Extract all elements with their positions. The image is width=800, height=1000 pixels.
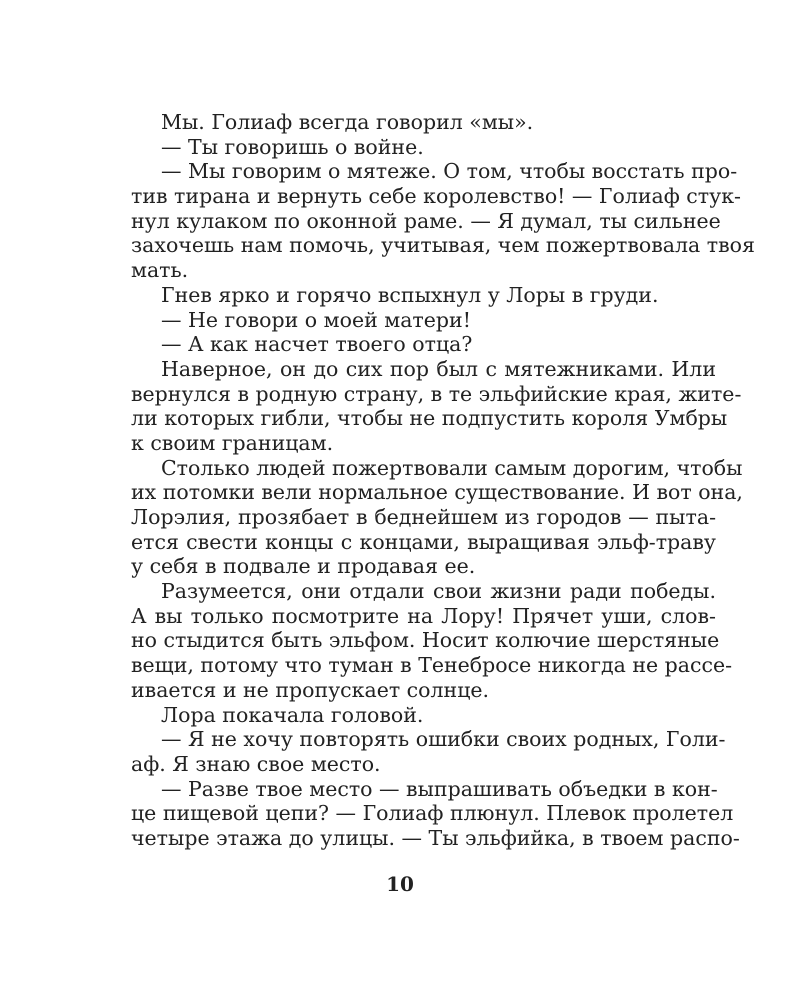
- text-line: у себя в подвале и продавая ее.: [131, 554, 476, 579]
- text-line: Столько людей пожертвовали самым дорогим, чтобы: [161, 455, 743, 480]
- text-line: Лора покачала головой.: [161, 702, 424, 727]
- text-line: це пищевой цепи? — Голиаф плюнул. Плевок пролетел: [131, 801, 734, 826]
- text-line: четыре этажа до улицы. — Ты эльфийка, в твоем распо-: [131, 825, 740, 850]
- text-line: ивается и не пропускает солнце.: [131, 677, 490, 702]
- page-number: 10: [386, 872, 414, 896]
- text-line: — Мы говорим о мятеже. О том, чтобы восстать про-: [161, 159, 738, 184]
- text-line: Гнев ярко и горячо вспыхнул у Лоры в груди.: [161, 282, 659, 307]
- text-line: к своим границам.: [131, 430, 334, 455]
- text-line: Мы. Голиаф всегда говорил «мы».: [161, 110, 534, 134]
- text-line: вернулся в родную страну, в те эльфийские края, жите-: [131, 381, 742, 406]
- text-line: — Не говори о моей матери!: [161, 307, 471, 332]
- text-line: — Я не хочу повторять ошибки своих родных, Голи-: [161, 727, 726, 752]
- text-line: А вы только посмотрите на Лору! Прячет уши, слов-: [131, 603, 716, 628]
- text-line: вещи, потому что туман в Тенебросе никогда не рассе-: [131, 653, 732, 678]
- body-text: [131, 110, 755, 851]
- text-line: Разумеется, они отдали свои жизни ради победы.: [161, 579, 716, 604]
- text-line: — Ты говоришь о войне.: [161, 134, 424, 159]
- text-line: их потомки вели нормальное существование. И вот она,: [131, 480, 743, 505]
- text-line: нул кулаком по оконной раме. — Я думал, ты сильнее: [131, 208, 721, 233]
- text-line: Лорэлия, прозябает в беднейшем из городов — пыта-: [131, 505, 716, 529]
- text-line: захочешь нам помочь, учитывая, чем пожертвовала твоя: [131, 233, 755, 258]
- text-line: ется свести концы с концами, выращивая эльф-траву: [131, 529, 716, 554]
- text-line: ли которых гибли, чтобы не подпустить короля Умбры: [131, 406, 728, 431]
- text-line: аф. Я знаю свое место.: [131, 751, 381, 776]
- text-line: мать.: [131, 258, 189, 283]
- text-line: — Разве твое место — выпрашивать объедки в кон-: [161, 776, 718, 801]
- text-line: Наверное, он до сих пор был с мятежниками. Или: [161, 356, 716, 381]
- text-line: тив тирана и вернуть себе королевство! — Голиаф стук-: [131, 184, 741, 209]
- text-line: но стыдится быть эльфом. Носит колючие шерстяные: [131, 628, 720, 653]
- text-line: — А как насчет твоего отца?: [161, 332, 473, 357]
